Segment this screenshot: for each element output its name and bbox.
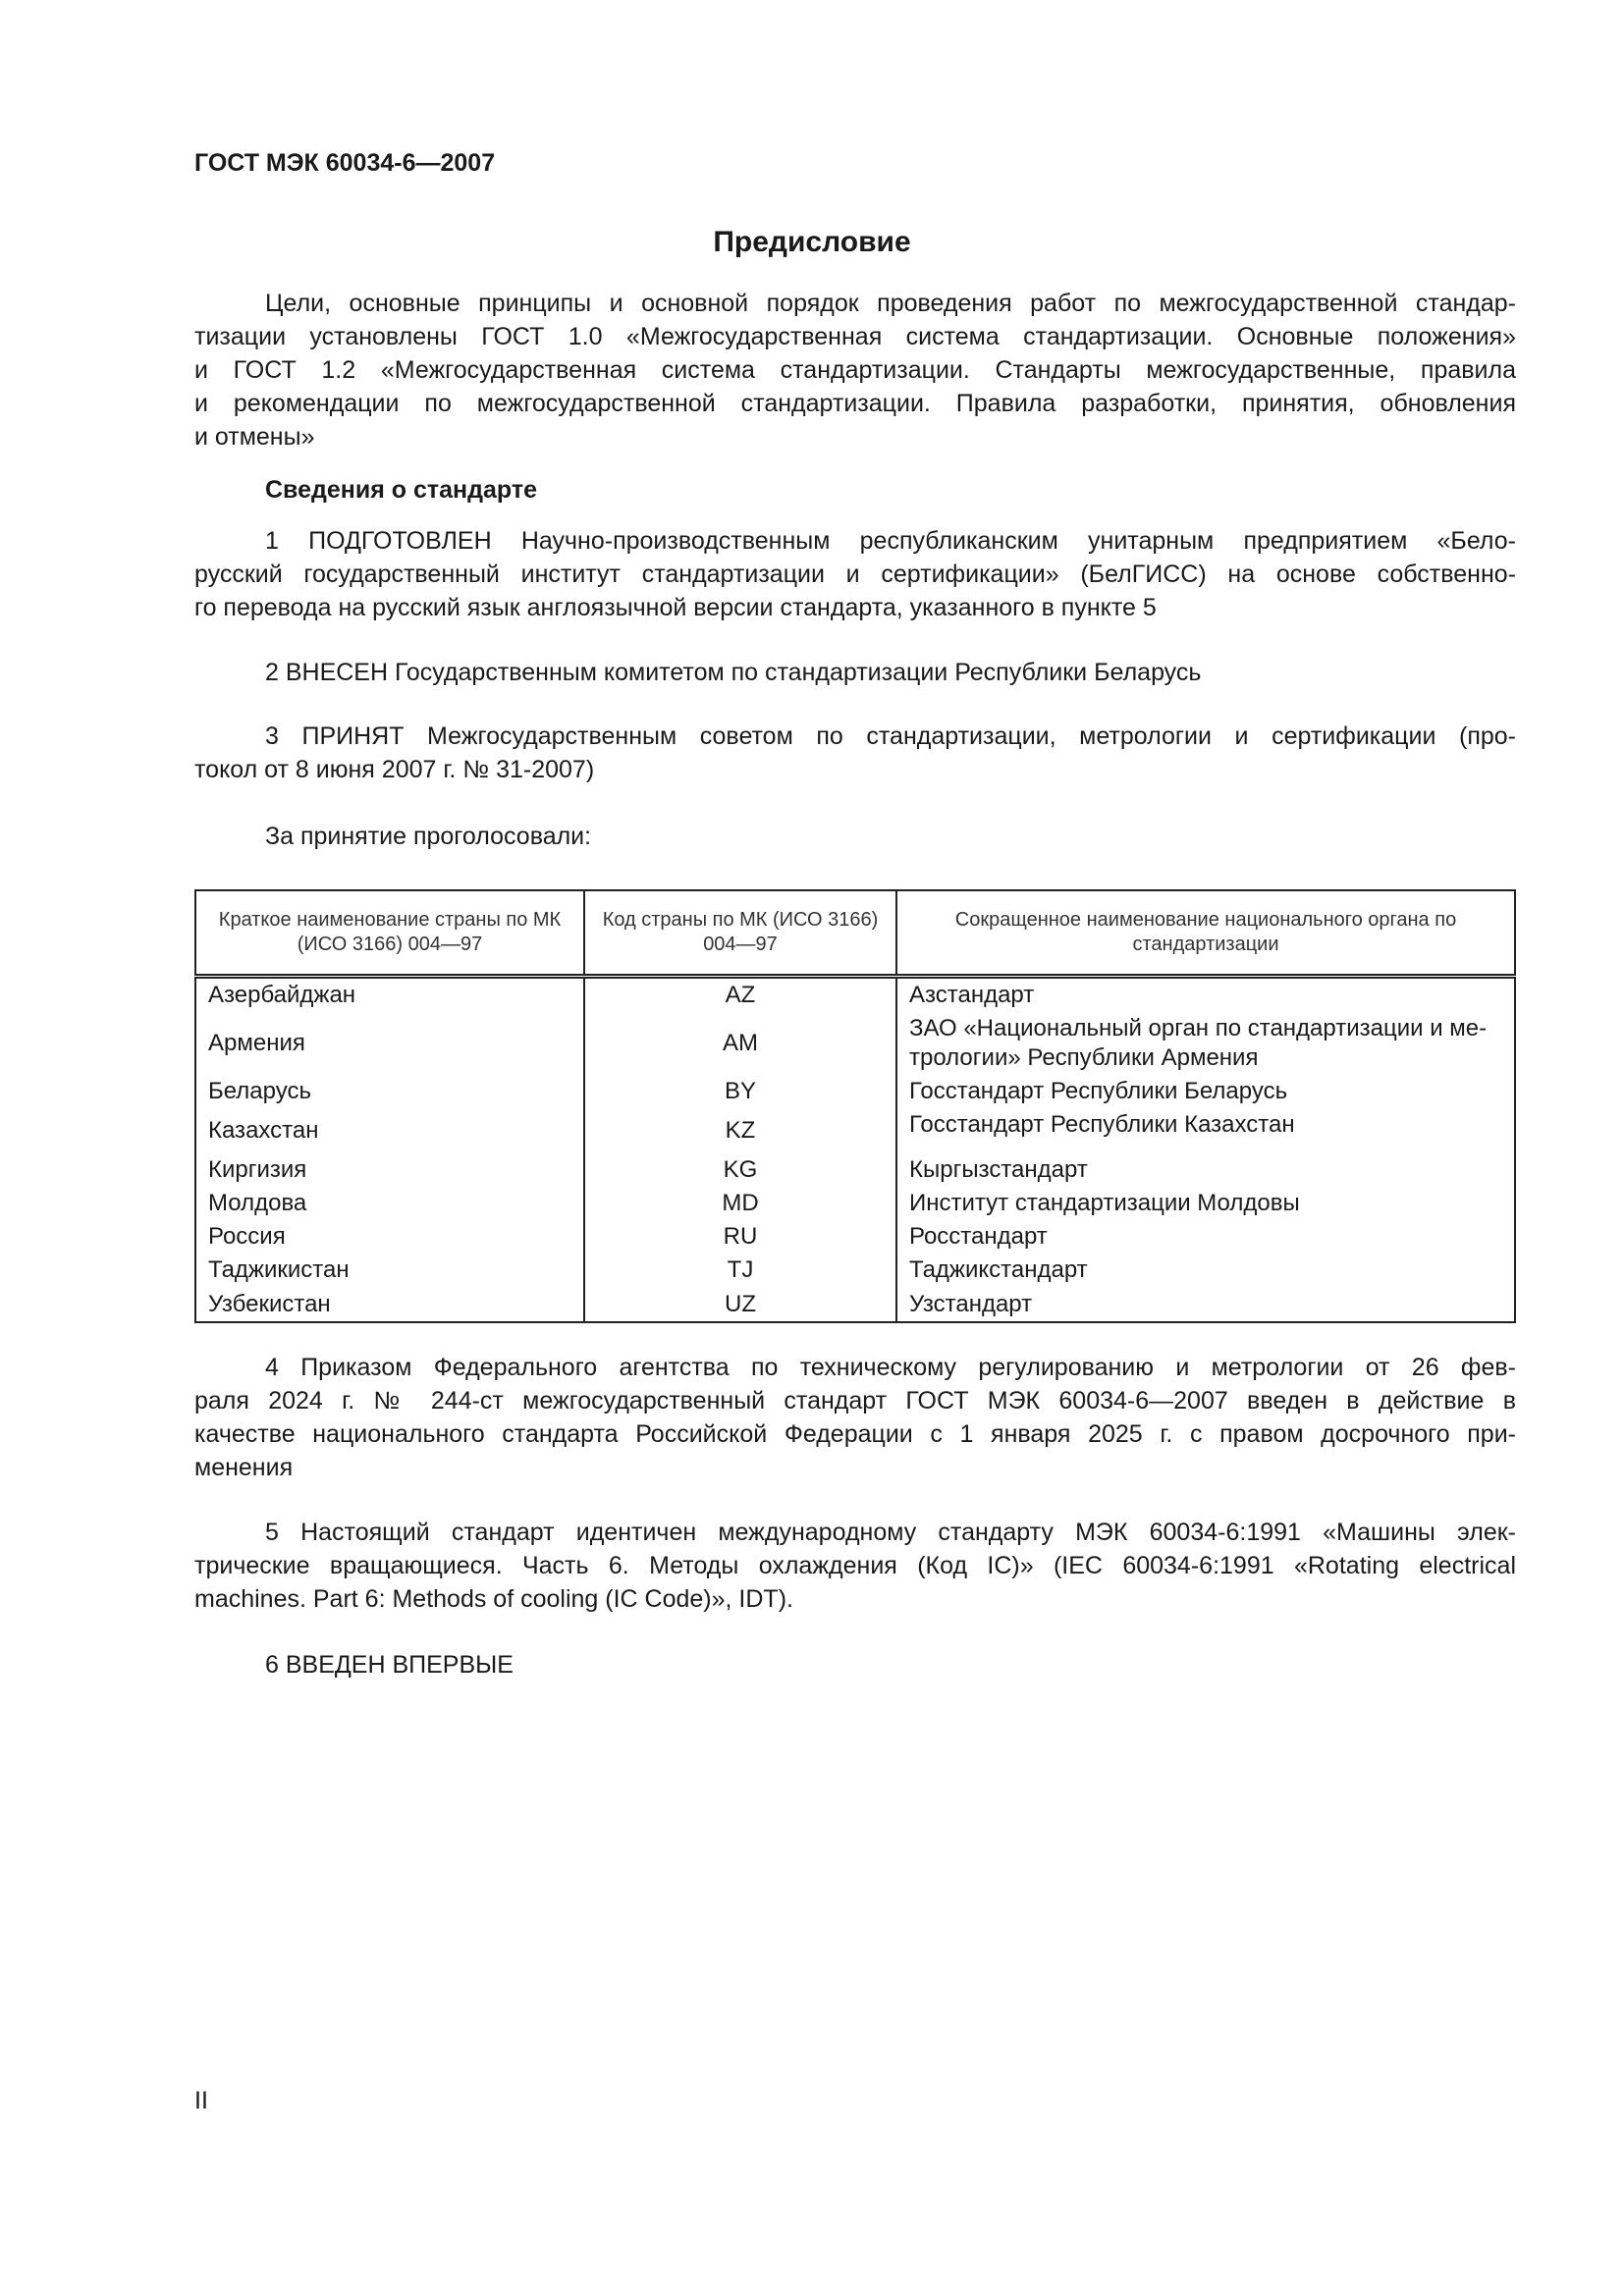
cell-code: TJ <box>584 1254 896 1287</box>
header-country: Краткое наименование страны по МК (ИСО 3166) 004—97 <box>195 890 584 977</box>
item-4-paragraph <box>194 1351 1516 1484</box>
cell-country: Молдова <box>195 1187 584 1220</box>
text-line: раля 2024 г. № 244-ст межгосударственный стандарт ГОСТ МЭК 60034-6—2007 введен в действие в <box>194 1387 1516 1415</box>
text-line: Цели, основные принципы и основной порядок проведения работ по межгосударственной стандар- <box>265 290 1516 317</box>
cell-body: Госстандарт Республики Беларусь <box>896 1075 1515 1108</box>
table-row <box>195 977 1515 1013</box>
cell-body: Госстандарт Республики Казахстан <box>896 1108 1515 1153</box>
table-row <box>195 1220 1515 1254</box>
text-line: За принятие проголосовали: <box>265 823 592 850</box>
page-title: Предисловие <box>713 226 911 258</box>
text-line: качестве национального стандарта Российской Федерации с 1 января 2025 г. с правом досрочного при- <box>194 1420 1516 1448</box>
cell-code: RU <box>584 1220 896 1254</box>
cell-country: Таджикистан <box>195 1254 584 1287</box>
cell-country: Россия <box>195 1220 584 1254</box>
text-line: и рекомендации по межгосударственной стандартизации. Правила разработки, принятия, обновления <box>194 390 1516 417</box>
header-body: Сокращенное наименование национального органа по стандартизации <box>896 890 1515 977</box>
text-line: 4 Приказом Федерального агентства по техническому регулированию и метрологии от 26 фев- <box>265 1354 1516 1381</box>
text-line: 2 ВНЕСЕН Государственным комитетом по стандартизации Республики Беларусь <box>265 659 1202 686</box>
cell-body: Кыргызстандарт <box>896 1153 1515 1187</box>
header-code: Код страны по МК (ИСО 3166) 004—97 <box>584 890 896 977</box>
text-line: тизации установлены ГОСТ 1.0 «Межгосударственная система стандартизации. Основные положения» <box>194 323 1516 350</box>
cell-body: Институт стандартизации Молдовы <box>896 1187 1515 1220</box>
cell-country: Армения <box>195 1012 584 1075</box>
text-line: го перевода на русский язык англоязычной версии стандарта, указанного в пункте 5 <box>194 594 1157 621</box>
table-row <box>195 1287 1515 1322</box>
item-5-paragraph <box>194 1516 1516 1616</box>
item-1-paragraph <box>194 524 1516 624</box>
text-line: 3 ПРИНЯТ Межгосударственным советом по стандартизации, метрологии и сертификации (про- <box>265 722 1516 750</box>
section-subheading: Сведения о стандарте <box>265 476 538 504</box>
cell-code: AM <box>584 1012 896 1075</box>
cell-body: Узстандарт <box>896 1287 1515 1322</box>
cell-code: BY <box>584 1075 896 1108</box>
table-row <box>195 1075 1515 1108</box>
text-line: трические вращающиеся. Часть 6. Методы охлаждения (Код IC)» (IEC 60034-6:1991 «Rotating electrical <box>194 1552 1516 1579</box>
voting-countries-table <box>194 889 1516 1323</box>
text-line: 6 ВВЕДЕН ВПЕРВЫЕ <box>265 1651 514 1679</box>
table-row <box>195 1254 1515 1287</box>
cell-body: Росстандарт <box>896 1220 1515 1254</box>
table-row <box>195 1153 1515 1187</box>
cell-country: Казахстан <box>195 1108 584 1153</box>
cell-code: MD <box>584 1187 896 1220</box>
item-6-paragraph <box>194 1648 1516 1682</box>
page-number: II <box>194 2087 208 2114</box>
text-line: и отмены» <box>194 423 315 451</box>
cell-country: Беларусь <box>195 1075 584 1108</box>
text-line: machines. Part 6: Methods of cooling (IC Code)», IDT). <box>194 1585 793 1613</box>
vote-paragraph <box>194 820 1516 853</box>
table-row <box>195 1187 1515 1220</box>
table-row <box>195 1108 1515 1153</box>
cell-country: Узбекистан <box>195 1287 584 1322</box>
intro-paragraph <box>194 287 1516 454</box>
text-line: русский государственный институт стандартизации и сертификации» (БелГИСС) на основе собственно- <box>194 561 1516 588</box>
document-header: ГОСТ МЭК 60034-6—2007 <box>194 149 496 177</box>
text-line: 5 Настоящий стандарт идентичен международному стандарту МЭК 60034-6:1991 «Машины элек- <box>265 1519 1516 1546</box>
cell-body: Таджикстандарт <box>896 1254 1515 1287</box>
table-row <box>195 1012 1515 1075</box>
text-line: 1 ПОДГОТОВЛЕН Научно-производственным республиканским унитарным предприятием «Бело- <box>265 527 1516 555</box>
cell-code: KG <box>584 1153 896 1187</box>
item-2-paragraph <box>194 656 1516 689</box>
cell-code: AZ <box>584 977 896 1013</box>
table-header-row <box>195 890 1515 977</box>
cell-country: Киргизия <box>195 1153 584 1187</box>
text-line: токол от 8 июня 2007 г. № 31-2007) <box>194 756 595 783</box>
cell-body: ЗАО «Национальный орган по стандартизации и ме-трологии» Республики Армения <box>896 1012 1515 1075</box>
item-3-paragraph <box>194 720 1516 786</box>
text-line: и ГОСТ 1.2 «Межгосударственная система стандартизации. Стандарты межгосударственные, правила <box>194 356 1516 384</box>
text-line: менения <box>194 1454 294 1481</box>
cell-body: Азстандарт <box>896 977 1515 1013</box>
cell-code: UZ <box>584 1287 896 1322</box>
cell-code: KZ <box>584 1108 896 1153</box>
cell-country: Азербайджан <box>195 977 584 1013</box>
